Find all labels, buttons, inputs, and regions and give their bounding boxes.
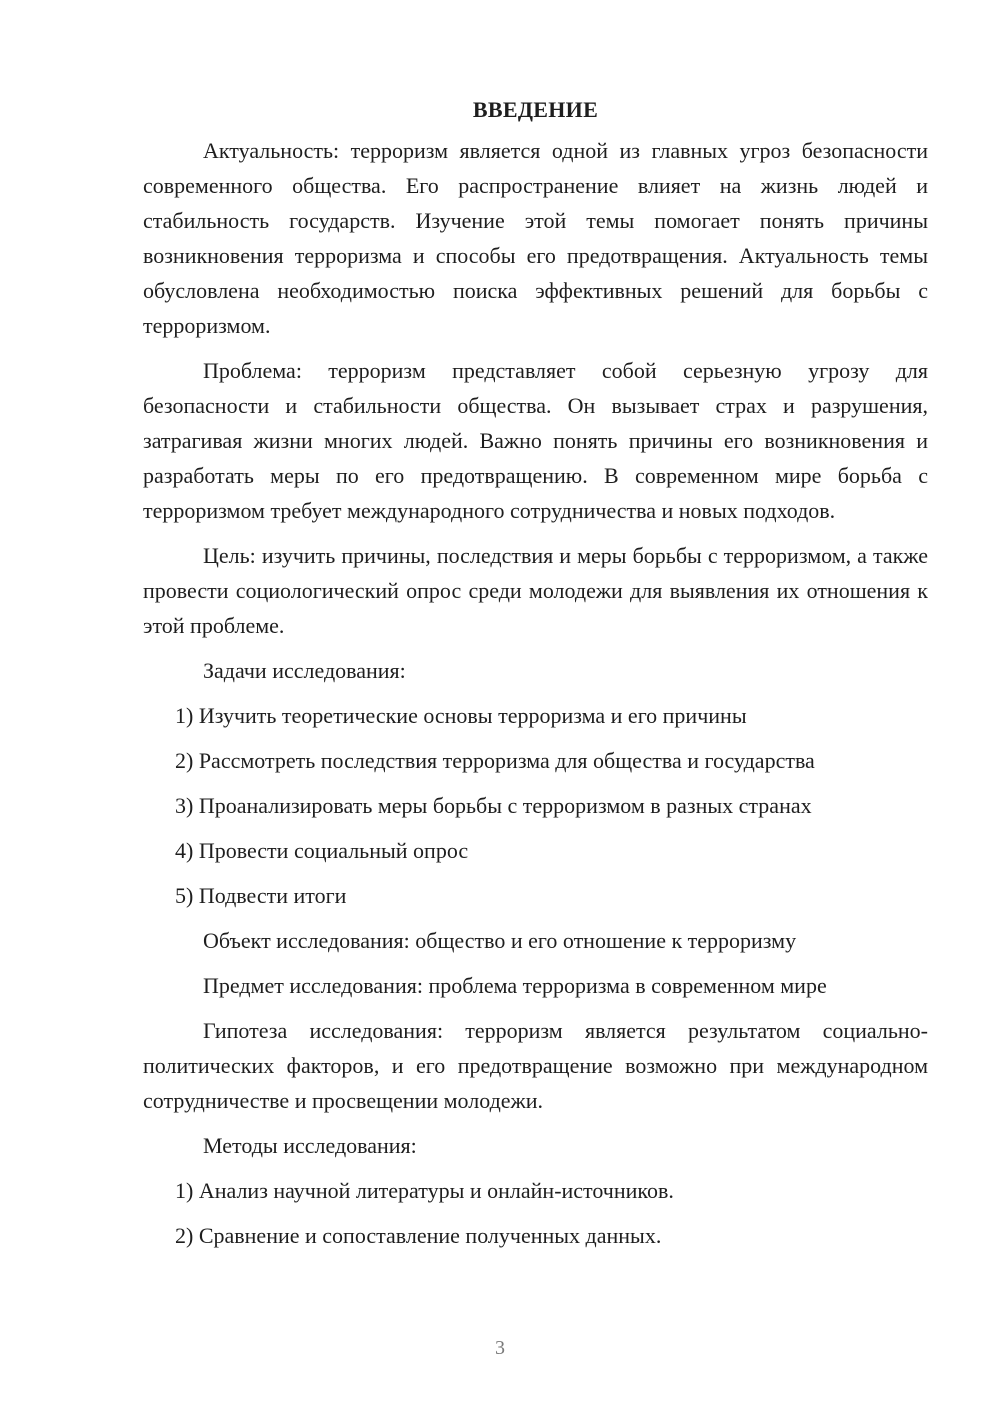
- methods-heading: Методы исследования:: [203, 1133, 417, 1158]
- relevance-paragraph: Актуальность: терроризм является одной из главных угроз безопасности современного общества. Его распространение влияет на жизнь людей и стабильность государств. Изучение этой темы помогает понять причины возникновения терроризма и способы его предотвращения. Актуальность темы обусловлена необходимостью поиска эффективных решений для борьбы с терроризмом.: [143, 138, 928, 338]
- list-item: 1) Изучить теоретические основы терроризма и его причины: [175, 703, 747, 728]
- object-line: Объект исследования: общество и его отношение к терроризму: [203, 928, 797, 953]
- list-item: 3) Проанализировать меры борьбы с терроризмом в разных странах: [175, 793, 812, 818]
- list-item: 4) Провести социальный опрос: [175, 838, 469, 863]
- methods-list: [143, 1173, 928, 1253]
- tasks-list: [143, 698, 928, 913]
- document-page: [143, 95, 928, 1263]
- tasks-heading: Задачи исследования:: [203, 658, 406, 683]
- list-item: 5) Подвести итоги: [175, 883, 347, 908]
- problem-paragraph: Проблема: терроризм представляет собой серьезную угрозу для безопасности и стабильности общества. Он вызывает страх и разрушения, затрагивая жизни многих людей. Важно понять причины его возникновения и разработать меры по его предотвращению. В современном мире борьба с терроризмом требует международного сотрудничества и новых подходов.: [143, 358, 928, 523]
- list-item: 2) Сравнение и сопоставление полученных данных.: [175, 1223, 662, 1248]
- page-number: 3: [495, 1337, 505, 1359]
- hypothesis-paragraph: Гипотеза исследования: терроризм является результатом социально-политических факторов, и его предотвращение возможно при международном сотрудничестве и просвещении молодежи.: [143, 1018, 928, 1113]
- subject-line: Предмет исследования: проблема терроризма в современном мире: [203, 973, 827, 998]
- goal-paragraph: Цель: изучить причины, последствия и меры борьбы с терроризмом, а также провести социологический опрос среди молодежи для выявления их отношения к этой проблеме.: [143, 543, 928, 638]
- section-heading: ВВЕДЕНИЕ: [472, 97, 599, 122]
- list-item: 1) Анализ научной литературы и онлайн-источников.: [175, 1178, 674, 1203]
- list-item: 2) Рассмотреть последствия терроризма для общества и государства: [175, 748, 815, 773]
